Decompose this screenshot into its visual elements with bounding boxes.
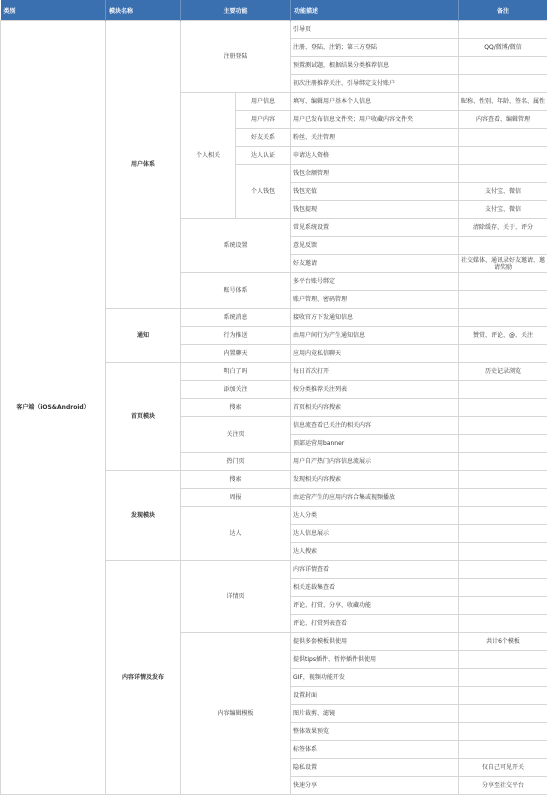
row-desc: 好友邀请 xyxy=(291,255,459,273)
row-note xyxy=(459,579,547,597)
row-desc: 快速分享 xyxy=(291,777,459,795)
header-row xyxy=(1,0,547,21)
module-user: 用户体系 xyxy=(106,21,181,309)
row-desc: 整体效果预览 xyxy=(291,723,459,741)
row-desc: 相关连载集查看 xyxy=(291,579,459,597)
row-note: 内容查看、编辑管理 xyxy=(459,111,547,129)
module-home: 首页模块 xyxy=(106,363,181,471)
row-note: 支付宝、微信 xyxy=(459,201,547,219)
row-note xyxy=(459,165,547,183)
row-desc: 常见系统设置 xyxy=(291,219,459,237)
row-note xyxy=(459,471,547,489)
row-desc: 每日首次打开 xyxy=(291,363,459,381)
row-desc: 引导页 xyxy=(291,21,459,39)
row-note xyxy=(459,723,547,741)
row-note xyxy=(459,345,547,363)
func-followpage: 关注页 xyxy=(181,417,291,453)
row-desc: 内容详情查看 xyxy=(291,561,459,579)
row-desc: 发现相关内容搜索 xyxy=(291,471,459,489)
row-desc: 应用内竟私信聊天 xyxy=(291,345,459,363)
row-desc: 多平台账号绑定 xyxy=(291,273,459,291)
row-note xyxy=(459,597,547,615)
row-note: 支付宝、微信 xyxy=(459,183,547,201)
header-description: 功能描述 xyxy=(291,0,459,21)
row-note xyxy=(459,273,547,291)
row-desc: 评论、打赏列表查看 xyxy=(291,615,459,633)
row-desc: 由用户间行为产生通知信息 xyxy=(291,327,459,345)
row-desc: 提供tips插件、暂停插件供使用 xyxy=(291,651,459,669)
row-note: 昵称、性别、年龄、签名、属性 xyxy=(459,93,547,111)
row-desc: GIF，视频功能开发 xyxy=(291,669,459,687)
row-note xyxy=(459,399,547,417)
row-note xyxy=(459,741,547,759)
row-desc: 由运营产生的应用内容合集或视频播放 xyxy=(291,489,459,507)
func-detail: 详情页 xyxy=(181,561,291,633)
subfunc-userinfo: 用户信息 xyxy=(236,93,291,111)
row-note xyxy=(459,543,547,561)
row-note: 仅自己可见开关 xyxy=(459,759,547,777)
row-note: 共计6个模板 xyxy=(459,633,547,651)
func-search2: 搜索 xyxy=(181,471,291,489)
module-discover: 发现模块 xyxy=(106,471,181,561)
row-desc: 用户自产热门内容信息流展示 xyxy=(291,453,459,471)
func-personal: 个人相关 xyxy=(181,93,236,219)
row-desc: 标签体系 xyxy=(291,741,459,759)
row-desc: 隐私设置 xyxy=(291,759,459,777)
row-desc: 钱包余额管理 xyxy=(291,165,459,183)
row-desc: 顶部运营用banner xyxy=(291,435,459,453)
row-note xyxy=(459,669,547,687)
header-note: 备注 xyxy=(459,0,547,21)
subfunc-usercontent: 用户内容 xyxy=(236,111,291,129)
row-note xyxy=(459,129,547,147)
row-note xyxy=(459,705,547,723)
row-desc: 填写、编辑用户基本个人信息 xyxy=(291,93,459,111)
row-desc: 钱包提现 xyxy=(291,201,459,219)
row-desc: 预置测试题，根据结果分类推荐信息 xyxy=(291,57,459,75)
row-desc: 提供多套模板供使用 xyxy=(291,633,459,651)
row-desc: 设置封面 xyxy=(291,687,459,705)
row-desc: 首页相关内容搜索 xyxy=(291,399,459,417)
row-desc: 账户管理、密码管理 xyxy=(291,291,459,309)
row-note xyxy=(459,291,547,309)
row-note xyxy=(459,651,547,669)
subfunc-friends: 好友关系 xyxy=(236,129,291,147)
row-note: 清除缓存、关于、评分 xyxy=(459,219,547,237)
module-notify: 通知 xyxy=(106,309,181,363)
func-settings: 系统设置 xyxy=(181,219,291,273)
row-note xyxy=(459,615,547,633)
row-desc: 接收官方下发通知信息 xyxy=(291,309,459,327)
row-note: 赞赏、评论、@、关注 xyxy=(459,327,547,345)
row-desc: 粉丝、关注管理 xyxy=(291,129,459,147)
row-desc: 达人信息展示 xyxy=(291,525,459,543)
row-desc: 按分类推荐关注列表 xyxy=(291,381,459,399)
row-note: QQ/微博/微信 xyxy=(459,39,547,57)
row-desc: 信息流查看已关注的相关内容 xyxy=(291,417,459,435)
func-im: 内置聊天 xyxy=(181,345,291,363)
row-desc: 初次注册推荐关注、引导绑定支付账户 xyxy=(291,75,459,93)
func-search: 搜索 xyxy=(181,399,291,417)
row-note xyxy=(459,21,547,39)
row-note xyxy=(459,525,547,543)
table-row xyxy=(1,21,547,39)
func-understood: 明白了吗 xyxy=(181,363,291,381)
row-note xyxy=(459,75,547,93)
subfunc-verify: 达人认证 xyxy=(236,147,291,165)
subfunc-wallet: 个人钱包 xyxy=(236,165,291,219)
row-desc: 注册、登陆、注销；第三方登陆 xyxy=(291,39,459,57)
row-note xyxy=(459,309,547,327)
func-weekly: 周报 xyxy=(181,489,291,507)
row-desc: 评论、打赏、分享、收藏功能 xyxy=(291,597,459,615)
func-register: 注册登陆 xyxy=(181,21,291,93)
row-note xyxy=(459,57,547,75)
func-sysmsg: 系统消息 xyxy=(181,309,291,327)
header-module: 模块名称 xyxy=(106,0,181,21)
row-note xyxy=(459,507,547,525)
func-talent: 达人 xyxy=(181,507,291,561)
func-editor: 内容编辑模板 xyxy=(181,633,291,795)
module-content: 内容详情及发布 xyxy=(106,561,181,795)
row-note xyxy=(459,687,547,705)
row-note xyxy=(459,453,547,471)
row-desc: 达人分类 xyxy=(291,507,459,525)
header-category: 类别 xyxy=(1,0,106,21)
row-note: 分享至社交平台 xyxy=(459,777,547,795)
row-note xyxy=(459,561,547,579)
row-note xyxy=(459,435,547,453)
row-note xyxy=(459,417,547,435)
row-desc: 图片裁剪、滤镜 xyxy=(291,705,459,723)
row-note: 社交媒体、通讯录好友邀请、邀请奖励 xyxy=(459,255,547,273)
func-hot: 热门页 xyxy=(181,453,291,471)
row-note xyxy=(459,381,547,399)
row-desc: 意见反馈 xyxy=(291,237,459,255)
row-desc: 达人搜索 xyxy=(291,543,459,561)
row-desc: 钱包充值 xyxy=(291,183,459,201)
category-cell: 客户端（iOS&Android） xyxy=(1,21,106,795)
header-function: 主要功能 xyxy=(181,0,291,21)
func-action: 行为推送 xyxy=(181,327,291,345)
row-note: 历史记录浏览 xyxy=(459,363,547,381)
row-note xyxy=(459,237,547,255)
row-note xyxy=(459,489,547,507)
row-desc: 申请达人资格 xyxy=(291,147,459,165)
row-note xyxy=(459,147,547,165)
func-addfollow: 添加关注 xyxy=(181,381,291,399)
func-account: 账号体系 xyxy=(181,273,291,309)
row-desc: 用户已发布信息文件夹；用户收藏内容文件夹 xyxy=(291,111,459,129)
